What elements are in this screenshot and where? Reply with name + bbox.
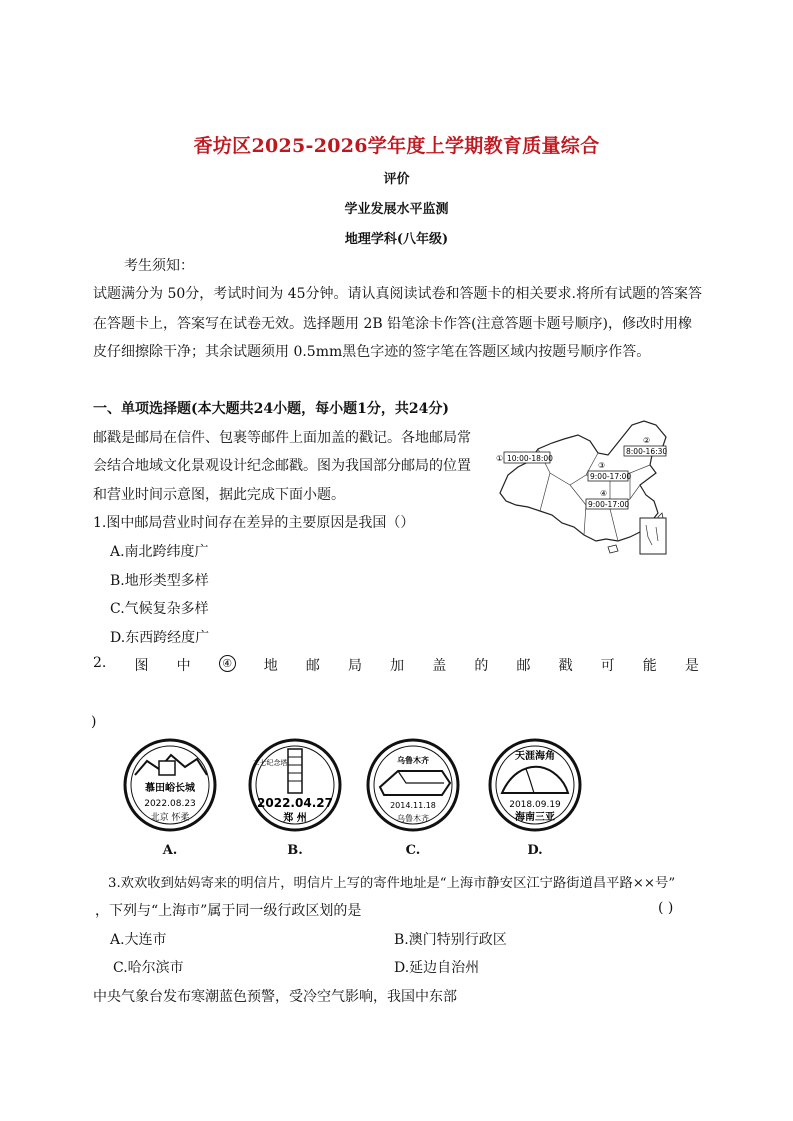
q2-char: 地 — [263, 658, 278, 674]
notice-line-3: 皮仔细擦除干净；其余试题须用 0.5mm黑色字迹的签字笔在答题区域内按题号顺序作答。 — [93, 344, 651, 360]
intro-line-2: 会结合地域文化景观设计纪念邮戳。图为我国部分邮局的位置 — [93, 458, 471, 474]
map-label-two: ② — [643, 436, 651, 445]
q3-option-a: A.大连市 — [110, 932, 167, 948]
subject-label: 地理学科(八年级) — [344, 232, 449, 247]
stamp-d-top: 天涯海角 — [515, 751, 555, 762]
map-label-one-time: 10:00-18:00 — [507, 454, 553, 463]
stamp-a-place: 北京 怀柔 — [150, 813, 190, 823]
china-post-office-map — [490, 415, 700, 555]
page-subtitle: 学业发展水平监测 — [344, 202, 449, 217]
q4-intro: 中央气象台发布寒潮蓝色预警，受冷空气影响，我国中东部 — [93, 989, 457, 1005]
map-label-three: ③ — [598, 461, 606, 470]
q2-char: 戳 — [558, 658, 573, 674]
q1-option-a: A.南北跨纬度广 — [110, 544, 209, 560]
q1-option-b: B.地形类型多样 — [110, 573, 209, 589]
page-title: 香坊区2025-2026学年度上学期教育质量综合 — [193, 135, 600, 157]
south-china-sea-inset — [640, 518, 666, 554]
q2-char: 的 — [474, 658, 489, 674]
notice-line-1: 试题满分为 50分，考试时间为 45分钟。请认真阅读试卷和答题卡的相关要求.将所有试题的答案答 — [93, 286, 702, 302]
q2-char: 图 — [134, 658, 149, 674]
q2-circle-four: ④ — [219, 655, 236, 672]
q2-char: 是 — [684, 658, 699, 674]
q1-option-c: C.气候复杂多样 — [110, 601, 209, 617]
section-heading: 一、单项选择题(本大题共24小题，每小题1分，共24分) — [93, 401, 449, 417]
q1-stem: 1.图中邮局营业时间存在差异的主要原因是我国（） — [93, 515, 415, 531]
q1-option-d: D.东西跨经度广 — [110, 630, 210, 646]
stamp-a-label: A. — [162, 843, 178, 858]
q2-char: 2. — [93, 655, 107, 671]
q2-char: 局 — [348, 658, 363, 674]
notice-heading: 考生须知： — [124, 258, 194, 274]
stamp-b-label: B. — [287, 843, 303, 858]
map-label-two-time: 8:00-16:30 — [626, 447, 668, 456]
stamp-a — [115, 735, 225, 835]
stamp-d-place: 海南三亚 — [515, 812, 555, 823]
stamp-c-place: 乌鲁木齐 — [397, 814, 429, 823]
stamp-c-date: 2014.11.18 — [390, 801, 436, 810]
map-label-four: ④ — [600, 489, 608, 498]
stamp-a-line1: 慕田峪长城 — [145, 783, 195, 794]
q2-close-paren: ) — [91, 714, 97, 730]
q2-char: 邮 — [305, 658, 320, 674]
stamp-c-label: C. — [405, 843, 421, 858]
stamp-b-date: 2022.04.27 — [257, 796, 333, 810]
q3-answer-paren: ( ) — [658, 900, 674, 916]
stamp-a-date: 2022.08.23 — [144, 799, 196, 809]
stamp-b-top: 二七纪念塔 — [252, 759, 288, 767]
hainan-island — [608, 545, 618, 553]
q3-stem-line1: 3.欢欢收到姑妈寄来的明信片，明信片上写的寄件地址是“上海市静安区江宁路街道昌平路××号” — [108, 876, 676, 891]
q2-char: 邮 — [516, 658, 531, 674]
intro-line-3: 和营业时间示意图，据此完成下面小题。 — [93, 487, 345, 503]
notice-line-2: 在答题卡上，答案写在试卷无效。选择题用 2B 铅笔涂卡作答(注意答题卡题号顺序)，修改时用橡 — [93, 316, 693, 332]
q2-char: 能 — [642, 658, 657, 674]
q3-option-d: D.延边自治州 — [394, 960, 480, 976]
stamp-d-label: D. — [527, 843, 543, 858]
stamp-b — [240, 735, 350, 835]
q2-char: 盖 — [432, 658, 447, 674]
stamp-b-place: 郑 州 — [283, 813, 307, 824]
q2-char: 中 — [176, 658, 191, 674]
stamp-c-top: 乌鲁木齐 — [397, 756, 429, 765]
q2-stem — [93, 655, 699, 675]
q3-option-b: B.澳门特别行政区 — [394, 932, 507, 948]
map-label-three-time: 9:00-17:00 — [590, 472, 632, 481]
stamp-d-date: 2018.09.19 — [509, 800, 561, 810]
stamp-d — [480, 735, 590, 835]
q2-char: 可 — [600, 658, 615, 674]
q3-option-c: C.哈尔滨市 — [113, 960, 184, 976]
q2-char: 加 — [390, 658, 405, 674]
q3-stem-line2: ，下列与“上海市”属于同一级行政区划的是 — [95, 903, 362, 919]
stamp-c — [358, 735, 468, 835]
page-title-line2: 评价 — [383, 172, 410, 187]
map-label-one: ① — [496, 454, 504, 463]
intro-line-1: 邮戳是邮局在信件、包裹等邮件上面加盖的戳记。各地邮局常 — [93, 430, 471, 446]
map-label-four-time: 9:00-17:00 — [588, 500, 630, 509]
